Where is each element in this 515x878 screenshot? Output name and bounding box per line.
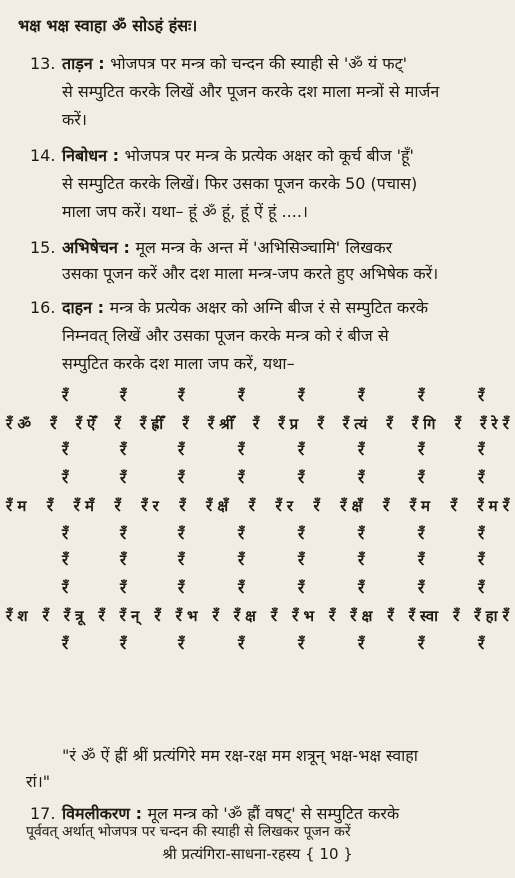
ram-mark: रँ <box>478 551 485 569</box>
ram-mark: रँ <box>62 525 69 543</box>
item-text: करें। <box>62 110 87 129</box>
mantra-akshara: रँ क्ष <box>233 607 256 625</box>
mantra-akshara: रँ श <box>6 607 28 625</box>
item-text: मूल मन्त्र को 'ॐ ह्रौं वषट्' से सम्पुटित करके <box>147 804 400 823</box>
item-text: पूर्ववत् अर्थात् भोजपत्र पर चन्दन की स्याही से लिखकर पूजन करें <box>26 824 351 840</box>
mantra-akshara-row <box>6 606 509 626</box>
ram-mark: रँ <box>178 441 185 459</box>
item-title: अभिषेचन <box>62 238 118 257</box>
mantra-akshara: रँ <box>248 497 255 515</box>
ram-mark: रँ <box>178 387 185 405</box>
item-title: ताड़न <box>62 54 93 73</box>
mantra-quote-line: "रं ॐ ऐं ह्रीं श्रीं प्रत्यंगिरे मम रक्ष-रक्ष मम शत्रून् भक्ष-भक्ष स्वाहा <box>62 746 418 765</box>
item-title: विमलीकरण <box>62 804 131 823</box>
intro-line: भक्ष भक्ष स्वाहा ॐ सोऽहं हंसः। <box>18 16 198 35</box>
ram-mark: रँ <box>298 579 305 597</box>
ram-mark: रँ <box>238 387 245 405</box>
mantra-akshara-row <box>6 414 509 434</box>
mantra-akshara: रँ भ <box>175 607 198 625</box>
mantra-akshara: रँ म <box>409 497 431 515</box>
mantra-akshara: रँ प्र <box>278 415 299 433</box>
ram-mark: रँ <box>238 579 245 597</box>
mantra-akshara: रँ <box>114 497 121 515</box>
mantra-akshara-row <box>6 496 509 516</box>
ram-mark: रँ <box>298 551 305 569</box>
ram-mark: रँ <box>358 525 365 543</box>
ram-mark: रँ <box>120 387 127 405</box>
ram-row <box>0 578 515 596</box>
item-text: उसका पूजन करें और दश माला मन्त्र-जप करते हुए अभिषेक करें। <box>62 264 439 283</box>
ram-mark: रँ <box>238 551 245 569</box>
mantra-akshara: रँ ॐ <box>6 415 32 433</box>
item-text: सम्पुटित करके दश माला जप करें, यथा– <box>62 354 295 373</box>
mantra-akshara: रँ रे रँ <box>480 415 509 433</box>
ram-mark: रँ <box>178 551 185 569</box>
mantra-akshara: रँ <box>50 415 57 433</box>
ram-row <box>0 386 515 404</box>
mantra-akshara: रँ गि <box>411 415 436 433</box>
mantra-akshara: रँ र <box>141 497 159 515</box>
mantra-akshara: रँ <box>252 415 259 433</box>
ram-mark: रँ <box>478 525 485 543</box>
ram-mark: रँ <box>478 635 485 653</box>
item-first-line: विमलीकरण : मूल मन्त्र को 'ॐ ह्रौं वषट्' से सम्पुटित करके <box>62 804 400 823</box>
ram-mark: रँ <box>418 469 425 487</box>
ram-mark: रँ <box>418 551 425 569</box>
item-number: 13. <box>30 54 56 73</box>
ram-mark: रँ <box>62 551 69 569</box>
mantra-akshara: रँ त्यं <box>342 415 368 433</box>
mantra-akshara: रँ श्रीँ <box>207 415 234 433</box>
mantra-akshara: रँ <box>317 415 324 433</box>
ram-mark: रँ <box>418 635 425 653</box>
ram-mark: रँ <box>358 551 365 569</box>
ram-mark: रँ <box>62 387 69 405</box>
ram-mark: रँ <box>298 525 305 543</box>
ram-mark: रँ <box>298 387 305 405</box>
mantra-akshara: रँ <box>46 497 54 515</box>
ram-mark: रँ <box>178 579 185 597</box>
ram-mark: रँ <box>418 525 425 543</box>
mantra-akshara: रँ <box>42 607 49 625</box>
ram-row <box>0 440 515 458</box>
item-number: 14. <box>30 146 56 165</box>
mantra-akshara: रँ र <box>275 497 293 515</box>
ram-mark: रँ <box>62 441 69 459</box>
ram-mark: रँ <box>478 579 485 597</box>
mantra-akshara: रँ <box>386 415 393 433</box>
ram-mark: रँ <box>298 441 305 459</box>
mantra-akshara: रँ <box>154 607 161 625</box>
mantra-quote-line: रां।" <box>26 772 51 791</box>
item-text: से सम्पुटित करके लिखें। फिर उसका पूजन करके 50 (पचास) <box>62 174 418 193</box>
item-number: 15. <box>30 238 56 257</box>
item-first-line: निबोधन : भोजपत्र पर मन्त्र के प्रत्येक अक्षर को कूर्च बीज 'हूँ' <box>62 146 414 165</box>
mantra-akshara: रँ क्षँ <box>340 497 363 515</box>
mantra-akshara: रँ <box>98 607 105 625</box>
mantra-akshara: रँ ह्रीँ <box>139 415 164 433</box>
ram-mark: रँ <box>178 635 185 653</box>
ram-mark: रँ <box>478 387 485 405</box>
ram-mark: रँ <box>478 469 485 487</box>
page-footer: श्री प्रत्यंगिरा-साधना-रहस्य { 10 } <box>162 845 353 863</box>
ram-mark: रँ <box>358 579 365 597</box>
ram-mark: रँ <box>62 469 69 487</box>
mantra-akshara: रँ <box>182 415 189 433</box>
ram-mark: रँ <box>120 635 127 653</box>
ram-mark: रँ <box>62 635 69 653</box>
item-text: से सम्पुटित करके लिखें और पूजन करके दश माला मन्त्रों से मार्जन <box>62 82 440 101</box>
ram-mark: रँ <box>120 551 127 569</box>
item-text: मन्त्र के प्रत्येक अक्षर को अग्नि बीज रं से सम्पुटित करके <box>109 298 429 317</box>
mantra-akshara: रँ <box>450 497 457 515</box>
mantra-akshara: रँ न् <box>119 607 140 625</box>
item-text: भोजपत्र पर मन्त्र को चन्दन की स्याही से 'ॐ यं फट्' <box>110 54 408 73</box>
mantra-akshara: रँ <box>387 607 394 625</box>
mantra-akshara: रँ ऐँ <box>75 415 96 433</box>
mantra-akshara: रँ <box>453 607 460 625</box>
mantra-akshara: रँ <box>313 497 320 515</box>
mantra-akshara: रँ स्वा <box>408 607 439 625</box>
mantra-akshara: रँ मँ <box>73 497 94 515</box>
ram-mark: रँ <box>358 635 365 653</box>
item-first-line: ताड़न : भोजपत्र पर मन्त्र को चन्दन की स्याही से 'ॐ यं फट्' <box>62 54 408 73</box>
mantra-akshara: रँ क्ष <box>350 607 373 625</box>
mantra-akshara: रँ <box>270 607 278 625</box>
item-title: निबोधन <box>62 146 108 165</box>
ram-mark: रँ <box>120 441 127 459</box>
ram-mark: रँ <box>478 441 485 459</box>
ram-mark: रँ <box>418 387 425 405</box>
item-text: मूल मन्त्र के अन्त में 'अभिसिञ्चामि' लिखकर <box>135 238 393 257</box>
ram-mark: रँ <box>358 469 365 487</box>
ram-mark: रँ <box>120 469 127 487</box>
ram-mark: रँ <box>62 579 69 597</box>
mantra-akshara: रँ म <box>6 497 27 515</box>
ram-mark: रँ <box>418 579 425 597</box>
ram-mark: रँ <box>358 387 365 405</box>
item-text: माला जप करें। यथा– हूं ॐ हूं, हूं ऐं हूं ....। <box>62 202 308 221</box>
mantra-akshara: रँ <box>329 607 336 625</box>
mantra-akshara: रँ <box>114 415 121 433</box>
ram-mark: रँ <box>178 469 185 487</box>
ram-mark: रँ <box>358 441 365 459</box>
item-text: भोजपत्र पर मन्त्र के प्रत्येक अक्षर को कूर्च बीज 'हूँ' <box>124 146 414 165</box>
ram-mark: रँ <box>238 635 245 653</box>
ram-row <box>0 524 515 542</box>
mantra-akshara: रँ हा रँ <box>474 607 509 625</box>
item-title: दाहन <box>62 298 93 317</box>
mantra-akshara: रँ <box>454 415 461 433</box>
item-first-line: दाहन : मन्त्र के प्रत्येक अक्षर को अग्नि बीज रं से सम्पुटित करके <box>62 298 429 317</box>
mantra-akshara: रँ म रँ <box>477 497 509 515</box>
item-first-line: अभिषेचन : मूल मन्त्र के अन्त में 'अभिसिञ्चामि' लिखकर <box>62 238 393 257</box>
ram-row <box>0 550 515 568</box>
ram-mark: रँ <box>120 525 127 543</box>
mantra-akshara: रँ भ <box>292 607 314 625</box>
item-number: 17. <box>30 804 56 823</box>
ram-mark: रँ <box>178 525 185 543</box>
ram-mark: रँ <box>238 469 245 487</box>
ram-mark: रँ <box>298 469 305 487</box>
ram-mark: रँ <box>238 525 245 543</box>
ram-mark: रँ <box>238 441 245 459</box>
ram-row <box>0 468 515 486</box>
mantra-akshara: रँ <box>212 607 219 625</box>
mantra-akshara: रँ <box>179 497 186 515</box>
ram-row <box>0 634 515 652</box>
ram-mark: रँ <box>418 441 425 459</box>
mantra-akshara: रँ <box>382 497 390 515</box>
mantra-akshara: रँ क्षँ <box>206 497 229 515</box>
ram-mark: रँ <box>298 635 305 653</box>
item-number: 16. <box>30 298 56 317</box>
item-text: निम्नवत् लिखें और उसका पूजन करके मन्त्र को रं बीज से <box>62 326 389 345</box>
ram-mark: रँ <box>120 579 127 597</box>
mantra-akshara: रँ त्रू <box>63 607 84 625</box>
